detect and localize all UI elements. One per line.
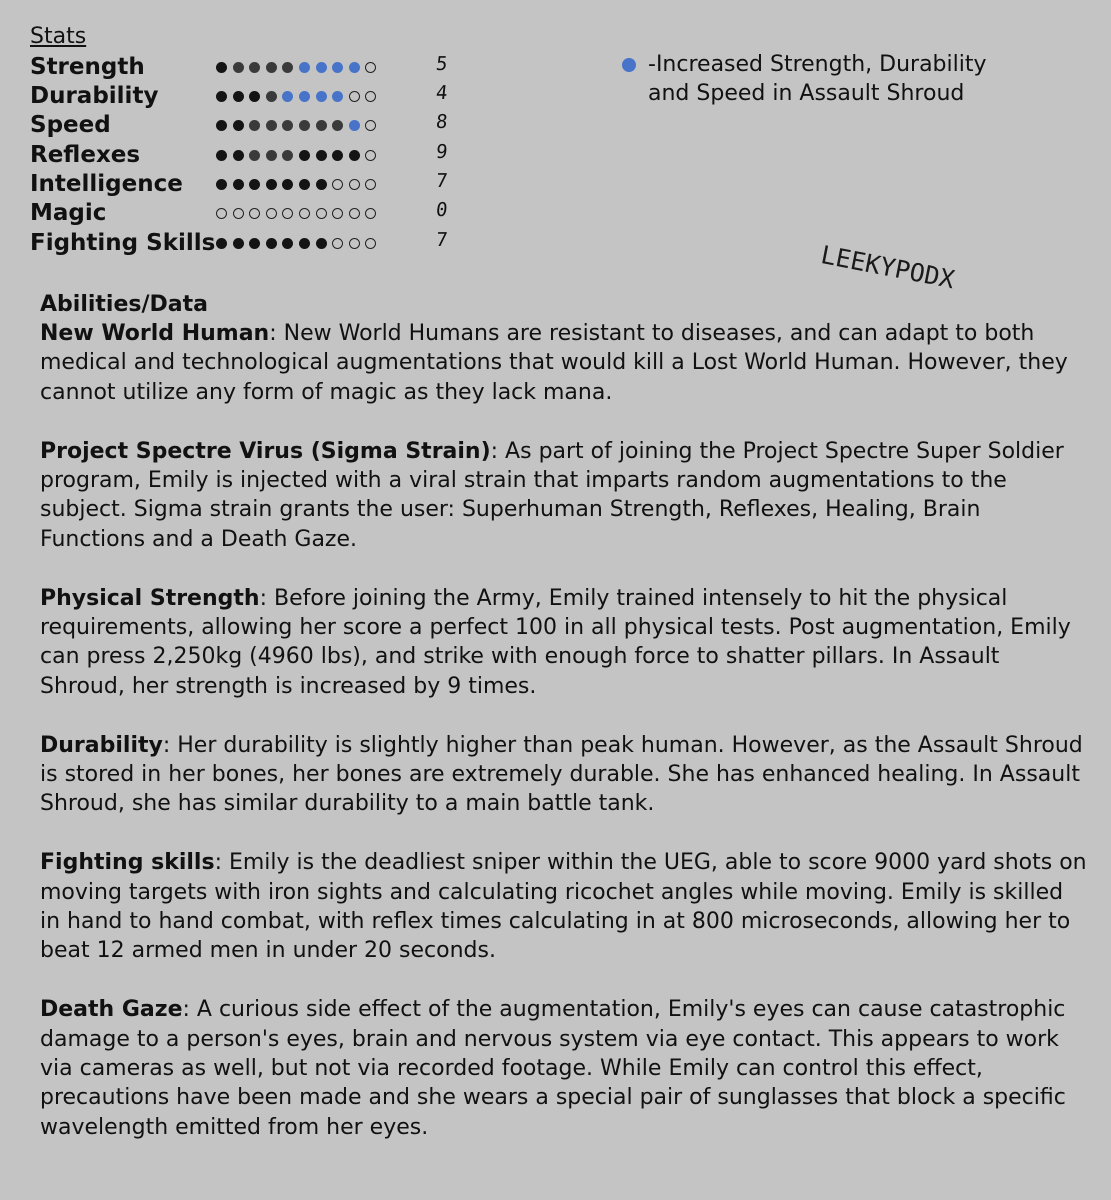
stat-dot: [332, 238, 343, 249]
stat-dot: [316, 120, 327, 131]
stat-dot: [349, 179, 360, 190]
ability-title: Project Spectre Virus (Sigma Strain): [40, 438, 491, 464]
stat-dot: [266, 62, 277, 73]
stat-name: Fighting Skills: [30, 230, 216, 256]
stat-dot: [316, 150, 327, 161]
stat-dot: [233, 179, 244, 190]
stat-dot: [216, 208, 227, 219]
stat-dot: [316, 179, 327, 190]
stat-dot: [216, 120, 227, 131]
stat-dot: [349, 120, 360, 131]
ability-title: New World Human: [40, 321, 270, 346]
stat-dot: [233, 120, 244, 131]
stat-dot: [249, 120, 260, 131]
stat-dot: [233, 91, 244, 102]
stat-dot: [216, 150, 227, 161]
stat-dot: [365, 91, 376, 102]
ability-paragraph: [40, 848, 1090, 966]
stat-score: 7: [434, 229, 449, 251]
stat-dot: [249, 150, 260, 161]
stat-row-speed: [30, 111, 470, 140]
stat-dot: [365, 150, 376, 161]
artist-signature: LEEKYPODX: [818, 240, 957, 295]
stat-dot: [282, 91, 293, 102]
ability-title: Durability: [40, 732, 163, 758]
stat-dot: [299, 238, 310, 249]
ability-paragraph: [40, 731, 1090, 819]
stat-dot: [266, 208, 277, 219]
stat-row-durability: [30, 82, 470, 111]
stat-dot: [233, 62, 244, 73]
stat-dot: [216, 62, 227, 73]
stat-dot: [332, 179, 343, 190]
stat-score: 8: [434, 111, 449, 133]
stat-dot: [365, 179, 376, 190]
stat-score: 0: [434, 199, 449, 221]
ability-title: Death Gaze: [40, 997, 183, 1023]
stat-dot: [316, 208, 327, 219]
stat-row-reflexes: [30, 141, 470, 170]
stat-dot: [249, 62, 260, 73]
stat-dot: [349, 150, 360, 161]
ability-body: : New World Humans are resistant to diseases, and can adapt to both medical and technological augmentations that would kill a Lost World Human. However, they cannot utilize any form of magic as they lack mana.: [40, 321, 1068, 405]
stat-dot: [299, 91, 310, 102]
stat-dot: [332, 208, 343, 219]
stat-dot: [233, 208, 244, 219]
stat-dot: [282, 62, 293, 73]
stat-dot: [365, 120, 376, 131]
stat-dot: [266, 179, 277, 190]
ability-paragraph: [40, 584, 1090, 702]
stat-dot: [332, 120, 343, 131]
ability-body: : As part of joining the Project Spectre Super Soldier program, Emily is injected with a viral strain that imparts random augmentations to the subject. Sigma strain grants the user: Superhuman Strength, Reflexes, Healing, Brain Functions and a Death Gaze.: [40, 438, 1064, 552]
stat-dot: [332, 62, 343, 73]
stat-dot: [249, 179, 260, 190]
stat-score: 9: [434, 141, 449, 163]
stat-dot: [332, 91, 343, 102]
legend-dot-icon: [622, 58, 636, 72]
stat-dot: [282, 150, 293, 161]
stat-dot: [365, 62, 376, 73]
ability-paragraph: [40, 437, 1090, 555]
ability-paragraph: [40, 995, 1090, 1142]
stat-name: Strength: [30, 54, 145, 80]
ability-body: : A curious side effect of the augmentation, Emily's eyes can cause catastrophic damage to a person's eyes, brain and nervous system via eye contact. This appears to work via cameras as well, but not via recorded footage. While Emily can control this effect, precautions have been made and she wears a special pair of sunglasses that block a specific wavelength emitted from her eyes.: [40, 997, 1066, 1140]
stat-name: Speed: [30, 112, 111, 138]
stat-score: 4: [434, 82, 449, 104]
stat-dot: [282, 179, 293, 190]
stat-dot: [266, 120, 277, 131]
stat-dot: [282, 208, 293, 219]
stat-dot: [266, 91, 277, 102]
stat-dot: [316, 238, 327, 249]
stat-dot: [282, 120, 293, 131]
stat-dot: [233, 238, 244, 249]
abilities-list: [40, 319, 1090, 1172]
stat-dot: [216, 238, 227, 249]
stat-name: Reflexes: [30, 142, 141, 168]
stat-row-intelligence: [30, 170, 470, 199]
stat-name: Magic: [30, 200, 107, 226]
stats-heading: Stats: [30, 24, 87, 49]
stat-dot: [249, 238, 260, 249]
ability-title: Fighting skills: [40, 850, 215, 876]
stat-dot: [233, 150, 244, 161]
stat-dot: [365, 238, 376, 249]
stat-dot: [249, 91, 260, 102]
ability-body: : Emily is the deadliest sniper within the UEG, able to score 9000 yard shots on moving targets with iron sights and calculating ricochet angles while moving. Emily is skilled in hand to hand combat, with reflex times calculating in at 800 microseconds, allowing her to beat 12 armed men in under 20 seconds.: [40, 850, 1087, 964]
stat-dot: [349, 238, 360, 249]
stat-dot: [299, 120, 310, 131]
stat-dot: [316, 91, 327, 102]
stat-dot: [216, 91, 227, 102]
ability-body: : Before joining the Army, Emily trained intensely to hit the physical requirements, allowing her score a perfect 100 in all physical tests. Post augmentation, Emily can press 2,250kg (4960 lbs), and strike with enough force to shatter pillars. In Assault Shroud, her strength is increased by 9 times.: [40, 585, 1071, 699]
stat-dot: [266, 238, 277, 249]
stat-name: Intelligence: [30, 171, 183, 197]
stat-dot: [299, 150, 310, 161]
stat-dot: [316, 62, 327, 73]
stat-dot: [299, 62, 310, 73]
stat-name: Durability: [30, 83, 159, 109]
stat-dot: [299, 179, 310, 190]
stat-dot: [299, 208, 310, 219]
stat-dot: [349, 208, 360, 219]
stat-score: 7: [434, 170, 449, 192]
stat-row-magic: [30, 199, 470, 228]
stat-dot: [332, 150, 343, 161]
legend-text: -Increased Strength, Durability and Speed in Assault Shroud: [648, 52, 987, 106]
stat-score: 5: [434, 53, 449, 75]
ability-paragraph: [40, 319, 1090, 407]
ability-body: : Her durability is slightly higher than peak human. However, as the Assault Shroud is stored in her bones, her bones are extremely durable. She has enhanced healing. In Assault Shroud, she has similar durability to a main battle tank.: [40, 732, 1083, 817]
stat-row-strength: [30, 53, 470, 82]
stat-dot: [249, 208, 260, 219]
stat-dot: [349, 62, 360, 73]
stat-row-fighting-skills: [30, 229, 470, 258]
stat-dot: [266, 150, 277, 161]
stat-dot: [216, 179, 227, 190]
abilities-heading: Abilities/Data: [40, 292, 208, 317]
ability-title: Physical Strength: [40, 585, 260, 611]
stat-dot: [282, 238, 293, 249]
stat-dot: [365, 208, 376, 219]
stat-dot: [349, 91, 360, 102]
